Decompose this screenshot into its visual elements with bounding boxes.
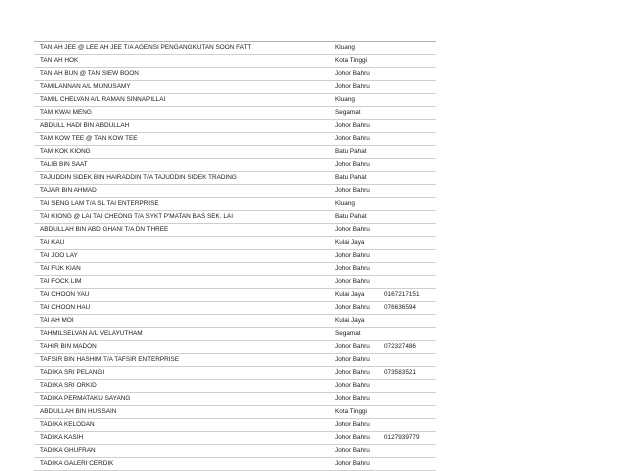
row-city-cell: Johor Bahru (335, 83, 370, 90)
row-name-cell: TAM KOK KIONG (40, 148, 91, 155)
row-name-cell: TAI JOO LAY (40, 252, 78, 259)
table-row (34, 406, 436, 419)
row-city-cell: Batu Pahat (335, 213, 367, 220)
row-city-cell: Kulai Jaya (335, 317, 365, 324)
table-row (34, 198, 436, 211)
row-city-cell: Johor Bahru (335, 447, 370, 454)
row-name-cell: TAN AH BUN @ TAN SIEW BOON (40, 70, 139, 77)
row-name-cell: TAI AH MOI (40, 317, 74, 324)
table-row (34, 289, 436, 302)
row-city-cell: Batu Pahat (335, 148, 367, 155)
table-row (34, 419, 436, 432)
row-city-cell: Johor Bahru (335, 304, 370, 311)
table-row (34, 276, 436, 289)
table-row (34, 211, 436, 224)
row-name-cell: TADIKA KASIH (40, 434, 84, 441)
table-row (34, 146, 436, 159)
row-name-cell: TAMIL CHELVAN A/L RAMAN SINNAPILLAI (40, 96, 166, 103)
row-city-cell: Johor Bahru (335, 122, 370, 129)
row-name-cell: TAI KAU (40, 239, 65, 246)
table-row (34, 458, 436, 471)
table-row (34, 107, 436, 120)
row-city-cell: Batu Pahat (335, 174, 367, 181)
row-name-cell: TAFSIR BIN HASHIM T/A TAFSIR ENTERPRISE (40, 356, 180, 363)
row-city-cell: Johor Bahru (335, 226, 370, 233)
row-city-cell: Kluang (335, 96, 355, 103)
table-row (34, 120, 436, 133)
row-phone-cell: 0167217151 (384, 291, 420, 298)
table-row (34, 133, 436, 146)
row-name-cell: TAJUDDIN SIDEK BIN HAIRADDIN T/A TAJUDDIN SIDEK TRADING (40, 174, 237, 181)
row-name-cell: TAM KOW TEE @ TAN KOW TEE (40, 135, 138, 142)
row-city-cell: Johor Bahru (335, 343, 370, 350)
row-city-cell: Johor Bahru (335, 421, 370, 428)
row-name-cell: TAHMILSELVAN A/L VELAYUTHAM (40, 330, 143, 337)
row-name-cell: TADIKA GHUFRAN (40, 447, 96, 454)
row-name-cell: ABDULL HADI BIN ABDULLAH (40, 122, 130, 129)
row-city-cell: Johor Bahru (335, 382, 370, 389)
row-city-cell: Kluang (335, 44, 355, 51)
row-city-cell: Johor Bahru (335, 434, 370, 441)
row-phone-cell: 076636594 (384, 304, 416, 311)
table-row (34, 237, 436, 250)
row-city-cell: Kulai Jaya (335, 291, 365, 298)
table-row (34, 367, 436, 380)
row-name-cell: TAI CHOON YAU (40, 291, 90, 298)
table-row (34, 432, 436, 445)
contact-table (34, 41, 436, 471)
row-city-cell: Johor Bahru (335, 187, 370, 194)
table-row (34, 42, 436, 55)
table-row (34, 341, 436, 354)
table-row (34, 55, 436, 68)
row-city-cell: Johor Bahru (335, 369, 370, 376)
row-city-cell: Johor Bahru (335, 161, 370, 168)
row-name-cell: TAJAR BIN AHMAD (40, 187, 97, 194)
row-city-cell: Johor Bahru (335, 460, 370, 467)
row-name-cell: TAN AH JEE @ LEE AH JEE T/A AGENSI PENGANGKUTAN SOON FATT (40, 44, 252, 51)
table-row (34, 380, 436, 393)
table-row (34, 68, 436, 81)
row-city-cell: Segamat (335, 330, 361, 337)
table-row (34, 263, 436, 276)
row-name-cell: ABDULLAH BIN ABD GHANI T/A DN THREE (40, 226, 169, 233)
row-name-cell: TADIKA SRI PELANGI (40, 369, 105, 376)
row-name-cell: ABDULLAH BIN HUSSAIN (40, 408, 117, 415)
table-row (34, 172, 436, 185)
table-row (34, 315, 436, 328)
row-city-cell: Johor Bahru (335, 395, 370, 402)
row-city-cell: Johor Bahru (335, 70, 370, 77)
table-row (34, 224, 436, 237)
row-name-cell: TAN AH HOK (40, 57, 79, 64)
row-city-cell: Johor Bahru (335, 278, 370, 285)
table-row (34, 185, 436, 198)
row-name-cell: TAI FUK KIAN (40, 265, 81, 272)
row-city-cell: Kluang (335, 200, 355, 207)
row-city-cell: Kota Tinggi (335, 408, 367, 415)
row-city-cell: Johor Bahru (335, 265, 370, 272)
row-city-cell: Johor Bahru (335, 252, 370, 259)
table-row (34, 81, 436, 94)
row-name-cell: TAI FOCK LIM (40, 278, 82, 285)
row-name-cell: TALIB BIN SAAT (40, 161, 88, 168)
table-row (34, 250, 436, 263)
table-row (34, 94, 436, 107)
table-row (34, 302, 436, 315)
row-phone-cell: 0127939779 (384, 434, 420, 441)
table-row (34, 445, 436, 458)
row-city-cell: Kulai Jaya (335, 239, 365, 246)
row-name-cell: TADIKA PERMATAKU SAYANG (40, 395, 131, 402)
row-name-cell: TADIKA KELODAN (40, 421, 95, 428)
table-row (34, 328, 436, 341)
row-phone-cell: 072327486 (384, 343, 416, 350)
row-name-cell: TAHIR BIN MADON (40, 343, 97, 350)
row-name-cell: TAI SENG LAM T/A SL TAI ENTERPRISE (40, 200, 159, 207)
table-row (34, 159, 436, 172)
row-name-cell: TADIKA SRI ORKID (40, 382, 97, 389)
row-name-cell: TADIKA GALERI CERDIK (40, 460, 114, 467)
row-city-cell: Segamat (335, 109, 361, 116)
row-phone-cell: 073583521 (384, 369, 416, 376)
row-name-cell: TAM KWAI MENG (40, 109, 92, 116)
table-row (34, 393, 436, 406)
row-name-cell: TAMILANNAN A/L MUNUSAMY (40, 83, 131, 90)
row-city-cell: Johor Bahru (335, 135, 370, 142)
row-city-cell: Johor Bahru (335, 356, 370, 363)
row-name-cell: TAI CHOON HAU (40, 304, 91, 311)
row-name-cell: TAI KIONG @ LAI TAI CHEONG T/A SYKT P'MATAN BAS SEK. LAI (40, 213, 233, 220)
table-row (34, 354, 436, 367)
row-city-cell: Kota Tinggi (335, 57, 367, 64)
